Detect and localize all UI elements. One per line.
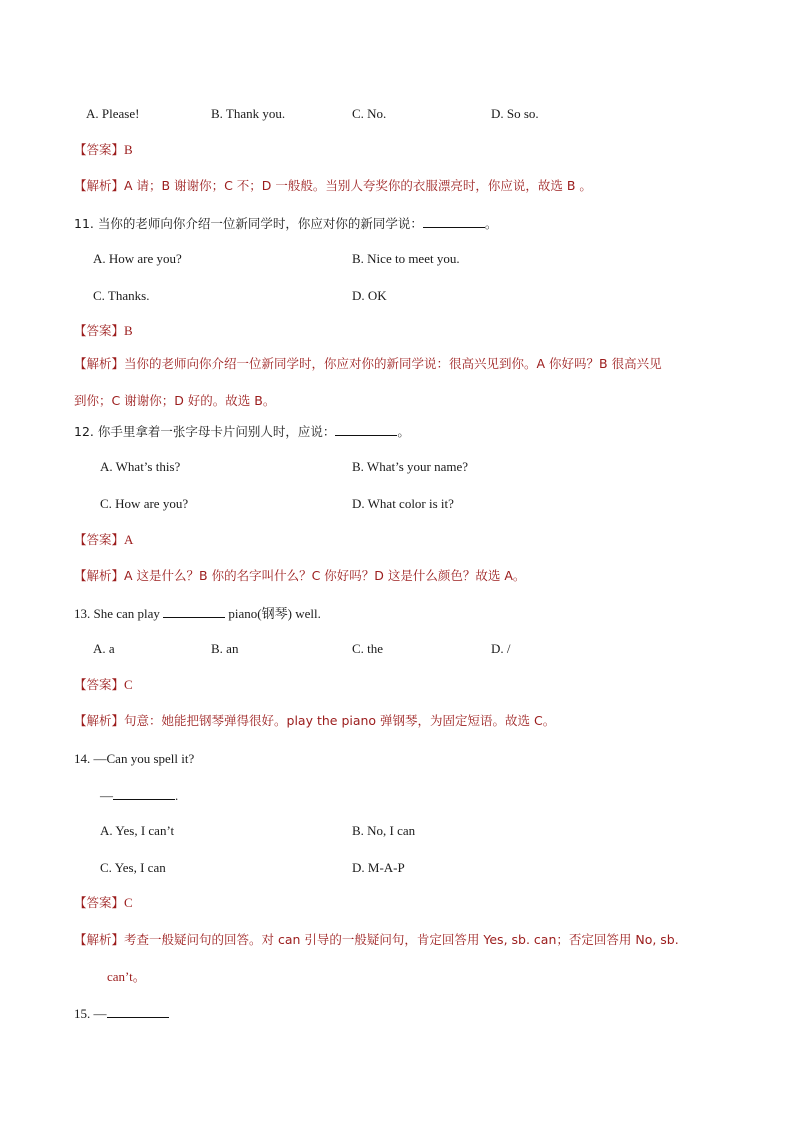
q12-analysis <box>74 568 525 584</box>
q13-answer <box>74 677 133 693</box>
q11-option-c: C. Thanks. <box>93 288 150 303</box>
analysis-label: 【解析】 <box>74 713 125 728</box>
q11-blank <box>423 215 485 228</box>
q12-blank <box>335 423 397 436</box>
q14-option-b: B. No, I can <box>352 823 416 838</box>
answer-label: 【答案】 <box>74 142 125 157</box>
answer-value: A <box>124 532 134 547</box>
analysis-text: A 这是什么？B 你的名字叫什么？C 你好吗？D 这是什么颜色？故选 A。 <box>124 568 526 583</box>
answer-label: 【答案】 <box>74 323 125 338</box>
q14-option-a: A. Yes, I can’t <box>100 823 175 838</box>
q11-analysis-line2: 到你；C 谢谢你；D 好的。故选 B。 <box>74 393 276 408</box>
q14-answer <box>74 895 133 911</box>
q14-analysis-line2: can’t。 <box>107 969 146 984</box>
q11-option-a: A. How are you? <box>93 251 182 266</box>
q13-stem-text: 13. She can play <box>74 606 164 621</box>
q13-option-d: D. / <box>491 641 511 656</box>
q11-stem <box>74 215 497 232</box>
answer-value: C <box>124 895 133 910</box>
q11-analysis-line1 <box>74 356 662 372</box>
q12-option-d: D. What color is it? <box>352 496 454 511</box>
q11-option-b: B. Nice to meet you. <box>352 251 460 266</box>
q12-answer <box>74 532 133 548</box>
q15-blank <box>107 1005 169 1018</box>
q13-stem-end: piano(钢琴) well. <box>225 606 321 621</box>
q12-option-a: A. What’s this? <box>100 459 181 474</box>
answer-label: 【答案】 <box>74 532 125 547</box>
q12-stem <box>74 423 410 440</box>
answer-value: B <box>124 323 133 338</box>
q14-reply <box>100 787 178 804</box>
answer-label: 【答案】 <box>74 677 125 692</box>
analysis-text: 考查一般疑问句的回答。对 can 引导的一般疑问句，肯定回答用 Yes, sb. can；否定回答用 No, sb. <box>124 932 679 947</box>
analysis-label: 【解析】 <box>74 178 125 193</box>
q12-stem-end: 。 <box>397 424 410 439</box>
q10-option-d: D. So so. <box>491 106 539 121</box>
answer-label: 【答案】 <box>74 895 125 910</box>
analysis-label: 【解析】 <box>74 356 125 371</box>
q13-option-c: C. the <box>352 641 384 656</box>
q12-option-b: B. What’s your name? <box>352 459 469 474</box>
q10-answer <box>74 142 133 158</box>
q13-stem <box>74 605 321 622</box>
q10-option-c: C. No. <box>352 106 387 121</box>
q12-option-c: C. How are you? <box>100 496 189 511</box>
analysis-text: A 请；B 谢谢你；C 不；D 一般般。当别人夸奖你的衣服漂亮时，你应说，故选 B 。 <box>124 178 592 193</box>
q14-blank <box>113 787 175 800</box>
analysis-text: 当你的老师向你介绍一位新同学时，你应对你的新同学说：很高兴见到你。A 你好吗？B 很高兴见 <box>124 356 662 371</box>
q11-stem-end: 。 <box>484 216 498 231</box>
q14-option-d: D. M-A-P <box>352 860 405 875</box>
q11-option-d: D. OK <box>352 288 387 303</box>
q15-stem-text: 15. — <box>74 1006 107 1021</box>
q14-analysis-line1 <box>74 932 679 948</box>
q14-option-c: C. Yes, I can <box>100 860 166 875</box>
q13-blank <box>163 605 225 618</box>
q13-option-b: B. an <box>211 641 239 656</box>
analysis-label: 【解析】 <box>74 932 125 947</box>
q15-stem <box>74 1005 169 1022</box>
q14-reply-end: . <box>175 788 179 803</box>
q11-answer <box>74 323 133 339</box>
answer-value: B <box>124 142 133 157</box>
q14-stem: 14. —Can you spell it? <box>74 751 195 766</box>
q10-option-a: A. Please! <box>86 106 140 121</box>
analysis-text: 句意：她能把钢琴弹得很好。play the piano 弹钢琴，为固定短语。故选 C。 <box>124 713 556 728</box>
q12-stem-text: 12. 你手里拿着一张字母卡片问别人时，应说： <box>74 424 336 439</box>
analysis-label: 【解析】 <box>74 568 125 583</box>
q14-reply-dash: — <box>100 788 113 803</box>
q13-option-a: A. a <box>93 641 115 656</box>
q10-option-b: B. Thank you. <box>211 106 286 121</box>
answer-value: C <box>124 677 133 692</box>
q13-analysis <box>74 713 555 729</box>
q10-analysis <box>74 178 592 194</box>
q11-stem-text: 11. 当你的老师向你介绍一位新同学时，你应对你的新同学说： <box>74 216 423 231</box>
